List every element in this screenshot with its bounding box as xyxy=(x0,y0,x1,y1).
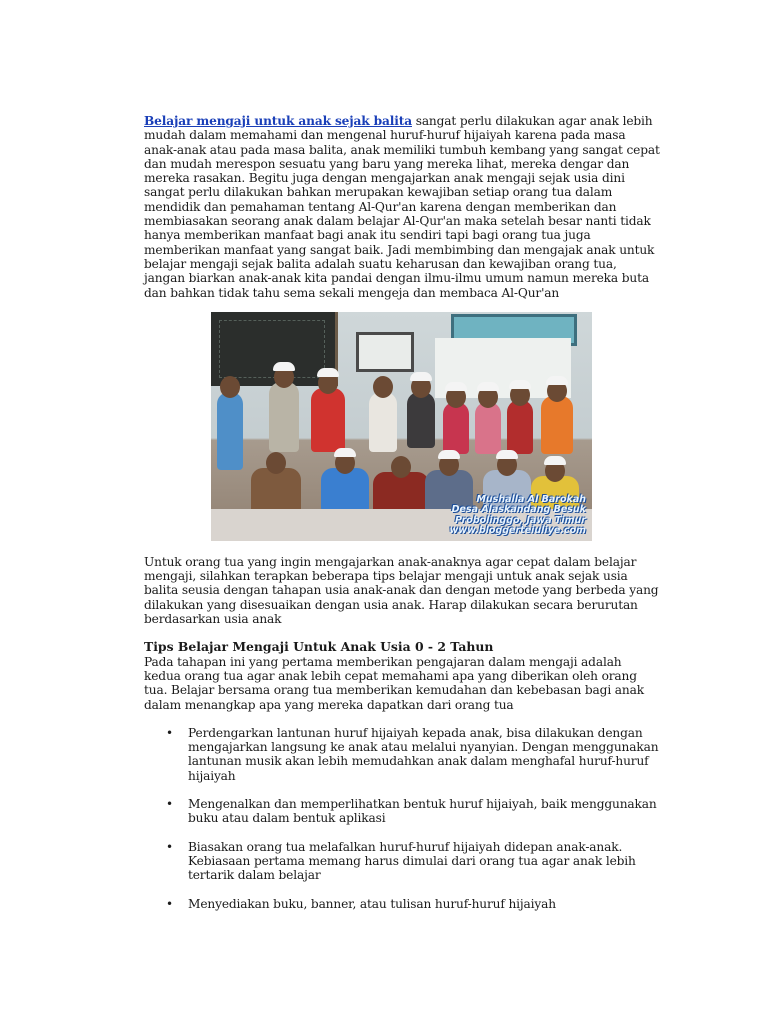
article-body xyxy=(144,114,660,925)
section-heading: Tips Belajar Mengaji Untuk Anak Usia 0 - 2 Tahun xyxy=(144,639,494,655)
child-figure xyxy=(407,392,435,448)
child-figure xyxy=(443,402,469,454)
children-group xyxy=(211,352,592,452)
list-item: • Biasakan orang tua melafalkan huruf-huruf hijaiyah didepan anak-anak. Kebiasaan pertama memang harus dimulai dari orang tua agar anak lebih tertarik dalam belajar xyxy=(144,840,660,883)
intro-paragraph xyxy=(144,114,660,300)
photo-watermark: Mushalla Al Barokah Desa Alaskandang Besuk Probolinggo, Jawa Timur www.bloggerteiuliye.com xyxy=(449,493,586,537)
child-figure xyxy=(541,396,573,454)
child-figure xyxy=(269,382,299,452)
child-figure xyxy=(507,400,533,454)
child-figure xyxy=(217,392,243,470)
section-paragraph: Pada tahapan ini yang pertama memberikan pengajaran dalam mengaji adalah kedua orang tua agar anak lebih cepat memahami apa yang diberikan oleh orang tua. Belajar bersama orang tua memberikan kemudahan dan kebebasan bagi anak dalam menangkap apa yang mereka dapatkan dari orang tua xyxy=(144,654,644,712)
list-item: • Menyediakan buku, banner, atau tulisan huruf-huruf hijaiyah xyxy=(144,897,660,911)
child-figure xyxy=(311,388,345,452)
child-figure xyxy=(321,468,369,512)
list-item: • Perdengarkan lantunan huruf hijaiyah kepada anak, bisa dilakukan dengan mengajarkan langsung ke anak atau melalui nyanyian. Dengan menggunakan lantunan musik akan lebih memudahkan anak dalam menghafal huruf-huruf hijaiyah xyxy=(144,726,660,783)
list-item: • Mengenalkan dan memperlihatkan bentuk huruf hijaiyah, baik menggunakan buku atau dalam bentuk aplikasi xyxy=(144,797,660,826)
group-photo xyxy=(211,312,592,541)
child-figure xyxy=(369,392,397,452)
child-figure xyxy=(475,402,501,454)
article-title-link[interactable]: Belajar mengaji untuk anak sejak balita xyxy=(144,114,412,128)
tips-intro-paragraph: Untuk orang tua yang ingin mengajarkan anak-anaknya agar cepat dalam belajar mengaji, silahkan terapkan beberapa tips belajar mengaji untuk anak sejak usia balita seusia dengan tahapan usia anak-anak dan dengan metode yang berbeda yang dilakukan yang disesuaikan dengan usia anak. Harap dilakukan secara berurutan berdasarkan usia anak xyxy=(144,554,659,627)
intro-text: sangat perlu dilakukan agar anak lebih mudah dalam memahami dan mengenal huruf-huruf hijaiyah karena pada masa anak-anak atau pada masa balita, anak memiliki tumbuh kembang yang sangat cepat dan mudah merespon sesuatu yang baru yang mereka lihat, mereka dengar dan mereka rasakan. Begitu juga dengan mengajarkan anak mengaji sejak usia dini sangat perlu dilakukan bahkan merupakan kewajiban setiap orang tua dalam mendidik dan pemahaman tentang Al-Qur'an karena dengan memberikan dan membiasakan seorang anak dalam belajar Al-Qur'an maka setelah besar nanti tidak hanya memberikan manfaat bagi anak itu sendiri tapi bagi orang tua juga memberikan manfaat yang sangat baik. Jadi membimbing dan mengajak anak untuk belajar mengaji sejak balita adalah suatu keharusan dan kewajiban orang tua, jangan biarkan anak-anak kita pandai dengan ilmu-ilmu umum namun mereka buta dan bahkan tidak tahu sema sekali mengeja dan membaca Al-Qur'an xyxy=(144,114,660,300)
tips-list xyxy=(144,726,660,911)
